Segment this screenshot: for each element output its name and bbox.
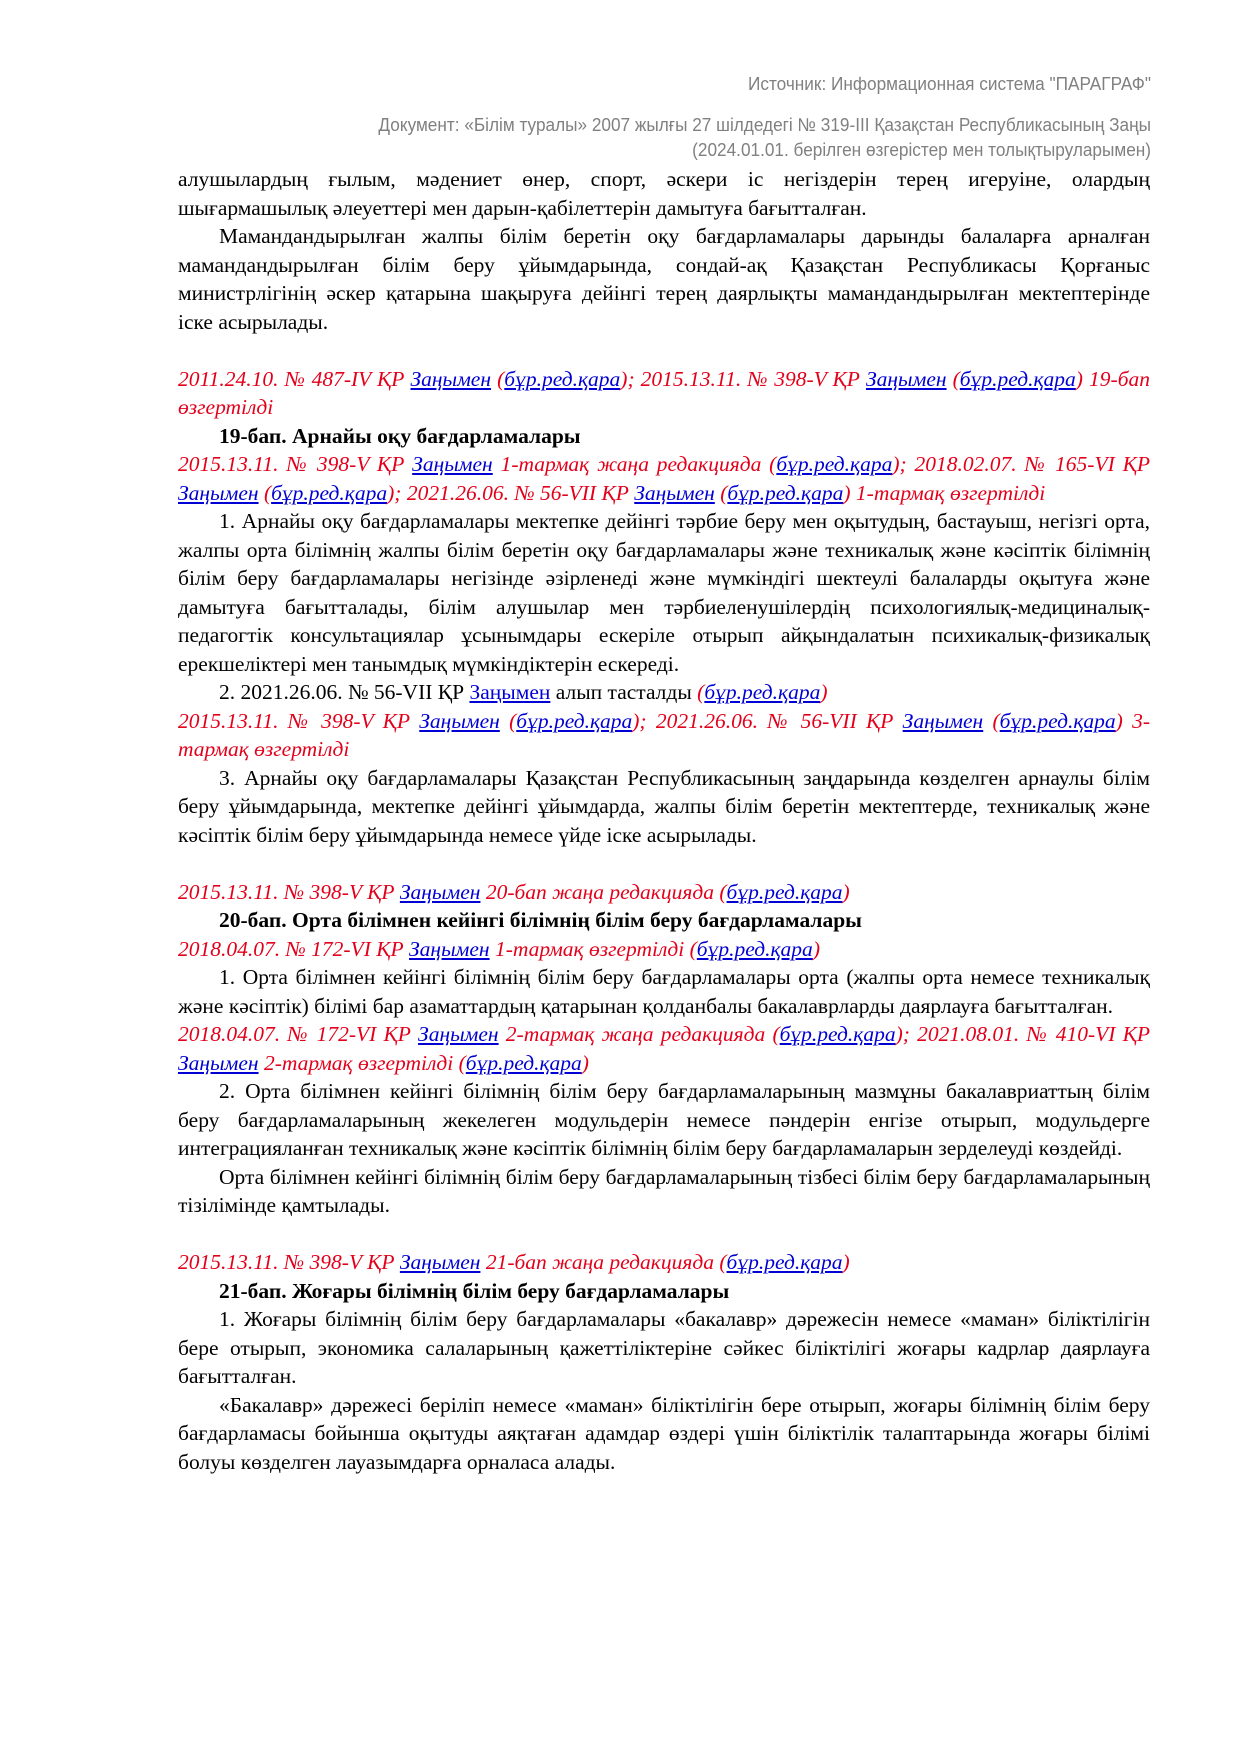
paragraph: 1. Жоғары білімнің білім беру бағдарламалары «бакалавр» дәрежесін немесе «маман» біліктілігін бере отырып, экономика салаларының қажеттіліктеріне сәйкес біліктілігі жоғары кадрлар даярлауға бағытталған. — [178, 1307, 1150, 1388]
note-text: 2011.24.10. № 487-IV ҚР — [178, 366, 405, 391]
previous-edition-link[interactable]: бұр.ред.қара — [704, 680, 821, 704]
law-link[interactable]: Заңымен — [634, 480, 715, 505]
previous-edition-link[interactable]: бұр.ред.қара — [271, 480, 388, 505]
law-link[interactable]: Заңымен — [178, 1050, 259, 1075]
previous-edition-link[interactable]: бұр.ред.қара — [465, 1050, 582, 1075]
note-text: 2018.04.07. № 172-VI ҚР — [178, 1022, 411, 1046]
source-line: Источник: Информационная система "ПАРАГРАФ" — [747, 73, 1151, 94]
document-revision-line: (2024.01.01. берілген өзгерістер мен толықтыруларымен) — [692, 139, 1151, 160]
paragraph: Орта білімнен кейінгі білімнің білім беру бағдарламаларының тізбесі білім беру бағдарламаларының тізілімінде қамтылады. — [178, 1164, 1150, 1217]
amendment-note-21: 2015.13.11. № 398-V ҚР Заңымен 21-бап жаңа редакцияда (бұр.ред.қара) — [178, 1250, 850, 1274]
law-link[interactable]: Заңымен — [902, 708, 984, 733]
law-link[interactable]: Заңымен — [409, 936, 490, 961]
previous-edition-link[interactable]: бұр.ред.қара — [727, 480, 844, 505]
previous-edition-link[interactable]: бұр.ред.қара — [516, 708, 633, 733]
note-text: 2018.02.07. № 165-VI ҚР — [914, 452, 1150, 476]
note-text: 2021.26.06. № 56-VII ҚР — [655, 708, 894, 733]
previous-edition-link[interactable]: бұр.ред.қара — [999, 708, 1116, 733]
amendment-note-19-3: 2015.13.11. № 398-V ҚР Заңымен (бұр.ред.қара); 2021.26.06. № 56-VII ҚР Заңымен (бұр.ред.қара) 3-тармақ өзгертілді — [178, 708, 1151, 761]
note-text: 2021.08.01. № 410-VI ҚР — [917, 1022, 1150, 1046]
article-heading-21: 21-бап. Жоғары білімнің білім беру бағдарламалары — [219, 1278, 730, 1303]
spacer — [178, 336, 1150, 365]
note-text: 2021.26.06. № 56-VII ҚР — [406, 480, 629, 505]
paragraph: Мамандандырылған жалпы білім беретін оқу бағдарламалары дарынды балаларға арналған мамандандырылған білім беру ұйымдарында, сондай-ақ Қазақстан Республикасы Қорғаныс министрлігінің әскер қатарына шақыруға дейінгі терең даярлықты мамандандырылған мектептерінде іске асырылады. — [178, 224, 1150, 334]
spacer — [178, 849, 1150, 878]
article-heading-19: 19-бап. Арнайы оқу бағдарламалары — [219, 423, 581, 448]
previous-edition-link[interactable]: бұр.ред.қара — [696, 936, 813, 961]
amendment-note-19-1: 2015.13.11. № 398-V ҚР Заңымен 1-тармақ жаңа редакцияда (бұр.ред.қара); 2018.02.07. № 165-VI ҚР Заңымен (бұр.ред.қара); 2021.26.06. № 56-VII ҚР Заңымен (бұр.ред.қара) 1-тармақ өзгертілді — [178, 452, 1150, 505]
note-text: 2015.13.11. № 398-V ҚР — [178, 1250, 395, 1274]
spacer — [178, 1220, 1150, 1249]
note-text: 2018.04.07. № 172-VI ҚР — [178, 936, 404, 961]
previous-edition-link[interactable]: бұр.ред.қара — [959, 366, 1076, 391]
paragraph: 1. Орта білімнен кейінгі білімнің білім беру бағдарламалары орта (жалпы орта немесе техникалық және кәсіптік) білімі бар азаматтардың қатарынан қолданбалы бакалаврларды даярлауға бағытталған. — [178, 965, 1150, 1018]
paragraph: «Бакалавр» дәрежесі беріліп немесе «маман» біліктілігін бере отырып, жоғары білімнің білім беру бағдарламасы бойынша оқытуды аяқтаған адамдар өздері үшін біліктілік талаптарында жоғары білімі болуы көзделген лауазымдарға орналаса алады. — [178, 1392, 1150, 1474]
amendment-note-20-1: 2018.04.07. № 172-VI ҚР Заңымен 1-тармақ өзгертілді (бұр.ред.қара) — [178, 936, 820, 961]
note-text: 2015.13.11. № 398-V ҚР — [178, 879, 395, 904]
law-link[interactable]: Заңымен — [412, 452, 493, 476]
note-text: 19-бап өзгертілді — [178, 366, 1151, 419]
note-text: 20-бап жаңа редакцияда — [485, 879, 714, 904]
previous-edition-link[interactable]: бұр.ред.қара — [779, 1022, 896, 1046]
note-text: 1-тармақ жаңа редакцияда — [500, 452, 762, 476]
note-text: 2015.13.11. № 398-V ҚР — [178, 452, 405, 476]
law-link[interactable]: Заңымен — [418, 1022, 499, 1046]
law-link[interactable]: Заңымен — [419, 708, 500, 733]
document-header — [221, 72, 1151, 162]
note-text: 21-бап жаңа редакцияда — [485, 1250, 714, 1274]
law-link[interactable]: Заңымен — [469, 680, 551, 704]
amendment-note-20-2: 2018.04.07. № 172-VI ҚР Заңымен 2-тармақ жаңа редакцияда (бұр.ред.қара); 2021.08.01. № 410-VI ҚР Заңымен 2-тармақ өзгертілді (бұр.ред.қара) — [178, 1022, 1150, 1075]
article-heading-20: 20-бап. Орта білімнен кейінгі білімнің білім беру бағдарламалары — [219, 908, 862, 932]
note-text: 3-тармақ өзгертілді — [178, 708, 1151, 761]
amendment-note-20: 2015.13.11. № 398-V ҚР Заңымен 20-бап жаңа редакцияда (бұр.ред.қара) — [178, 879, 850, 904]
note-text: 1-тармақ өзгертілді — [855, 480, 1046, 505]
previous-edition-link[interactable]: бұр.ред.қара — [776, 452, 893, 476]
paragraph: 2. Орта білімнен кейінгі білімнің білім беру бағдарламаларының мазмұны бакалавриаттың білім беру бағдарламаларының жекелеген модульдерін немесе пәндерін енгізе отырып, модульдерге интеграцияланған техникалық және кәсіптік білімнің білім беру бағдарламаларын зерделеуді көздейді. — [178, 1079, 1150, 1160]
paragraph: 1. Арнайы оқу бағдарламалары мектепке дейінгі тәрбие беру мен оқытудың, бастауыш, негізгі орта, жалпы орта білімнің жалпы білім беретін оқу бағдарламалары және техникалық және кәсіптік білімнің білім беру бағдарламалары негізінде әзірленеді және мүмкіндігі шектеулі балаларды оқытуға және дамытуға бағытталады, білім алушылар мен тәрбиеленушілердің психологиялық-медициналық-педагогтік консультациялар ұсынымдары ескеріле отырып айқындалатын психикалық-физикалық ерекшеліктері мен танымдық мүмкіндіктерін ескереді. — [178, 509, 1150, 676]
note-text: 2-тармақ өзгертілді — [263, 1050, 454, 1075]
amendment-note-19: 2011.24.10. № 487-IV ҚР Заңымен (бұр.ред.қара); 2015.13.11. № 398-V ҚР Заңымен (бұр.ред.қара) 19-бап өзгертілді — [178, 366, 1151, 419]
previous-edition-link[interactable]: бұр.ред.қара — [726, 1250, 843, 1274]
paragraph: 3. Арнайы оқу бағдарламалары Қазақстан Республикасының заңдарында көзделген арнаулы білім беру ұйымдарында, мектепке дейінгі ұйымдарда, жалпы білім беретін мектептерде, техникалық және кәсіптік білім беру ұйымдарында немесе үйде іске асырылады. — [178, 765, 1150, 847]
previous-edition-link[interactable]: бұр.ред.қара — [504, 366, 621, 391]
law-link[interactable]: Заңымен — [399, 879, 481, 904]
law-link[interactable]: Заңымен — [178, 480, 259, 505]
note-text: 1-тармақ өзгертілді — [494, 936, 685, 961]
note-text: 2015.13.11. № 398-V ҚР — [178, 708, 410, 733]
law-link[interactable]: Заңымен — [865, 366, 947, 391]
paragraph-repealed: 2. 2021.26.06. № 56-VII ҚР Заңымен алып тасталды (бұр.ред.қара) — [219, 680, 828, 704]
paragraph: алушылардың ғылым, мәдениет өнер, спорт, әскери іс негіздерін терең игеруіне, олардың шығармашылық әлеуеттері мен дарын-қабілеттерін дамытуға бағытталған. — [178, 167, 1150, 220]
law-link[interactable]: Заңымен — [410, 366, 492, 391]
law-link[interactable]: Заңымен — [399, 1250, 481, 1274]
repeal-text: алып тасталды — [555, 680, 692, 704]
document-title-line: Документ: «Білім туралы» 2007 жылғы 27 шілдедегі № 319-III Қазақстан Республикасының Заңы — [378, 114, 1151, 135]
document-body — [178, 165, 1150, 1476]
repeal-text: 2. 2021.26.06. № 56-VII ҚР — [219, 680, 465, 704]
note-text: 2-тармақ жаңа редакцияда — [505, 1022, 766, 1046]
note-text: 2015.13.11. № 398-V ҚР — [640, 366, 860, 391]
previous-edition-link[interactable]: бұр.ред.қара — [726, 879, 843, 904]
